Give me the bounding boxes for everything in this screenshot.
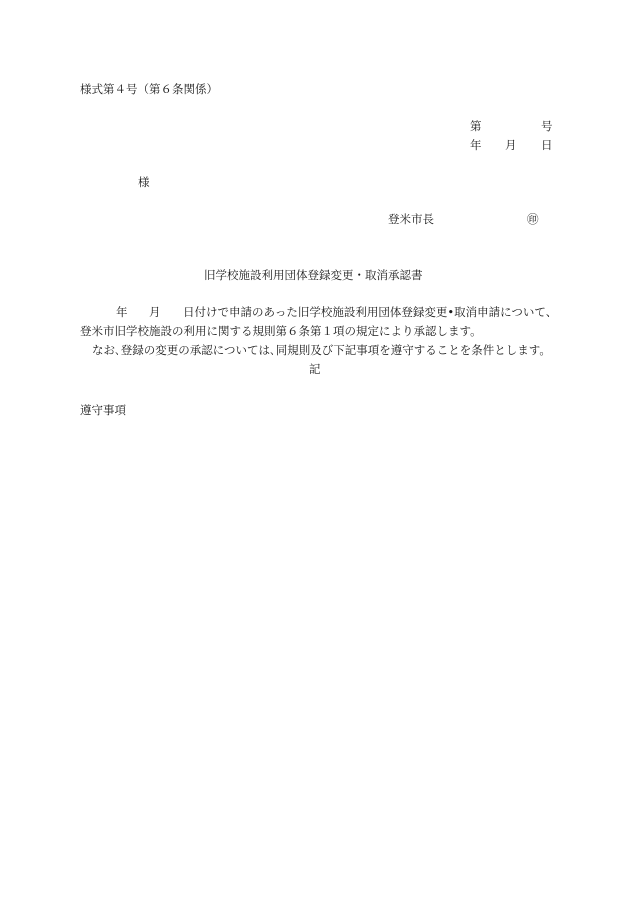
body-text-line-1: 日付けで申請のあった旧学校施設利用団体登録変更•取消申請について、 — [183, 305, 558, 319]
addressee-honorific: 様 — [138, 175, 150, 189]
ki-heading: 記 — [309, 362, 321, 376]
body-year-label: 年 — [116, 305, 128, 319]
document-number-prefix: 第 — [470, 119, 482, 133]
form-number-label: 様式第４号（第６条関係） — [80, 82, 218, 96]
document-number-suffix: 号 — [541, 119, 553, 133]
body-text-line-2: 登米市旧学校施設の利用に関する規則第６条第１項の規定により承認します。 — [80, 324, 482, 338]
document-title: 旧学校施設利用団体登録変更・取消承認書 — [204, 268, 423, 282]
seal-mark-icon: ㊞ — [527, 212, 539, 226]
date-day-label: 日 — [541, 138, 553, 152]
body-month-label: 月 — [149, 305, 161, 319]
body-text-line-3: なお､登録の変更の承認については､同規則及び下記事項を遵守することを条件とします。 — [92, 343, 551, 357]
date-year-label: 年 — [470, 138, 482, 152]
date-month-label: 月 — [505, 138, 517, 152]
compliance-heading: 遵守事項 — [80, 403, 126, 417]
issuer-name: 登米市長 — [388, 212, 434, 226]
